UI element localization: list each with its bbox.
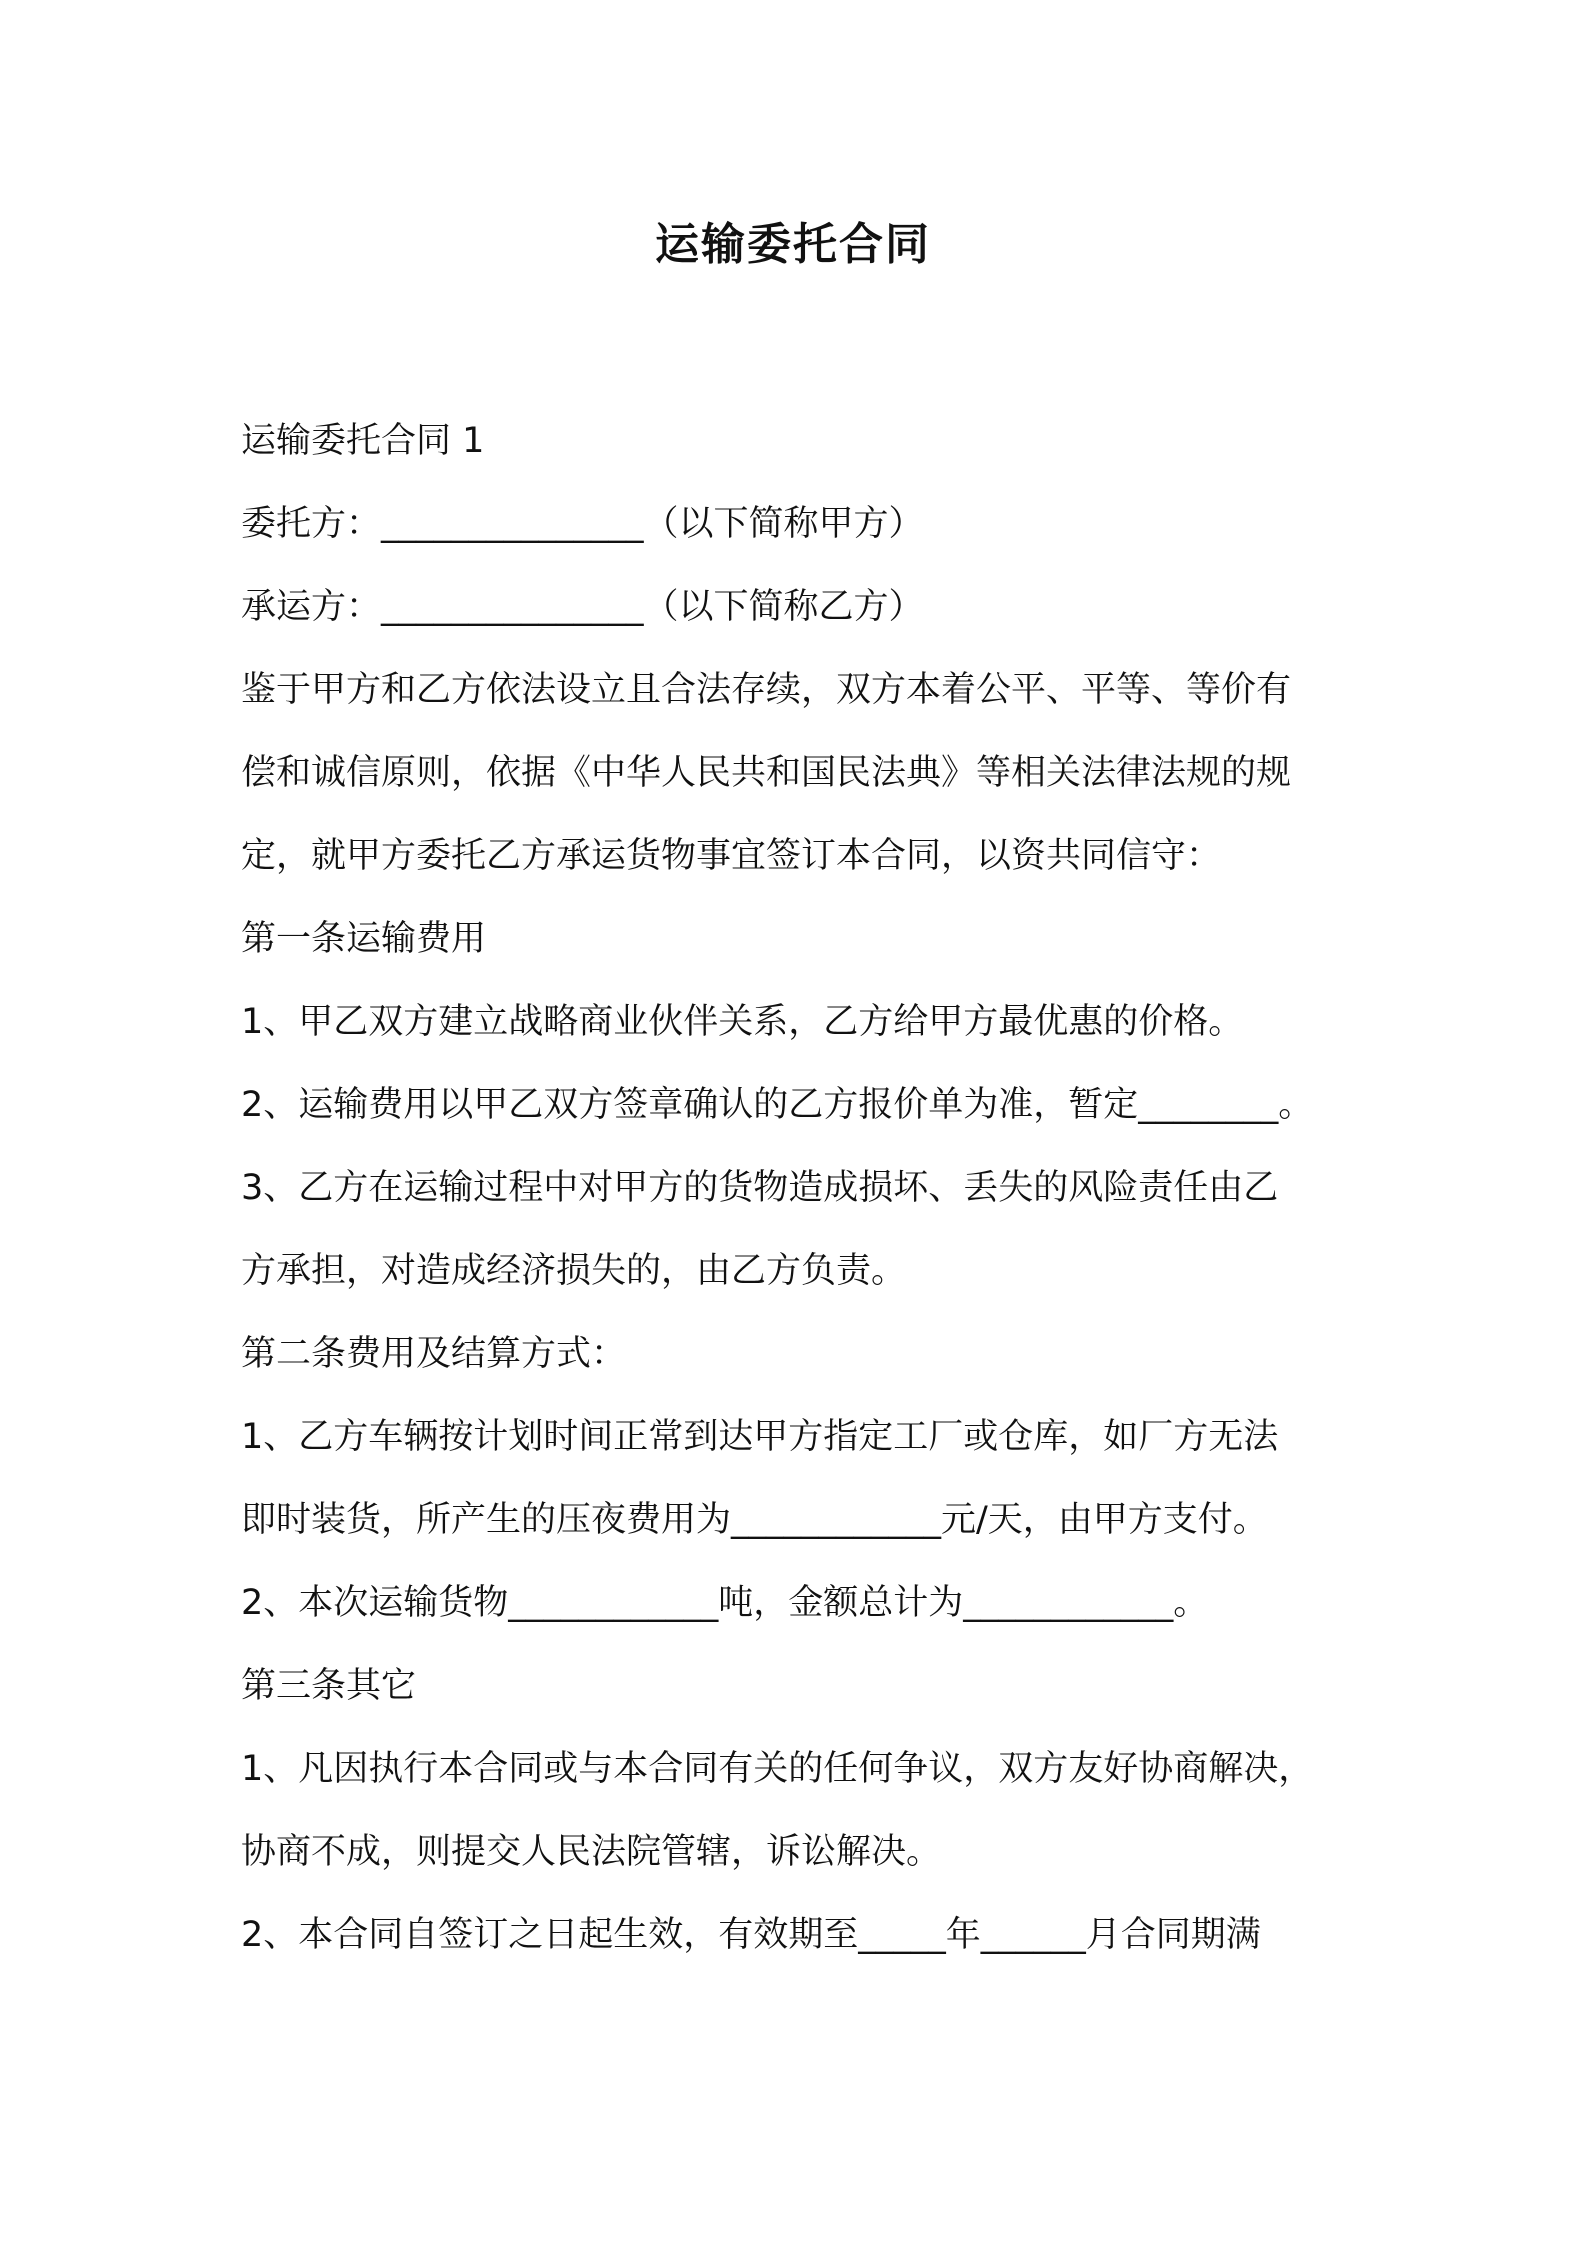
article-1-clause-2: 2、运输费用以甲乙双方签章确认的乙方报价单为准，暂定________。 xyxy=(241,1085,1314,1125)
article-2-clause-1-line-2: 即时装货，所产生的压夜费用为____________元/天，由甲方支付。 xyxy=(241,1500,1268,1540)
article-1-clause-1: 1、甲乙双方建立战略商业伙伴关系，乙方给甲方最优惠的价格。 xyxy=(241,1002,1244,1042)
preamble-line-1: 鉴于甲方和乙方依法设立且合法存续，双方本着公平、平等、等价有 xyxy=(241,670,1292,710)
article-3-clause-1-line-2: 协商不成，则提交人民法院管辖，诉讼解决。 xyxy=(241,1832,942,1872)
article-2-clause-1-line-1: 1、乙方车辆按计划时间正常到达甲方指定工厂或仓库，如厂方无法 xyxy=(241,1417,1279,1457)
article-1-clause-3-line-1: 3、乙方在运输过程中对甲方的货物造成损坏、丢失的风险责任由乙 xyxy=(241,1168,1279,1208)
document-title: 运输委托合同 xyxy=(655,219,931,270)
article-3-heading: 第三条其它 xyxy=(241,1666,417,1706)
article-2-clause-2: 2、本次运输货物____________吨，金额总计为____________。 xyxy=(241,1583,1209,1623)
preamble-line-3: 定，就甲方委托乙方承运货物事宜签订本合同，以资共同信守： xyxy=(241,836,1222,876)
contract-body xyxy=(241,400,1361,1977)
party-b-line: 承运方：_______________（以下简称乙方） xyxy=(241,587,924,627)
article-3-clause-2: 2、本合同自签订之日起生效，有效期至_____年______月合同期满 xyxy=(241,1915,1261,1955)
article-3-clause-1-line-1: 1、凡因执行本合同或与本合同有关的任何争议，双方友好协商解决， xyxy=(241,1749,1314,1789)
contract-subtitle: 运输委托合同 1 xyxy=(241,421,485,461)
article-1-clause-3-line-2: 方承担，对造成经济损失的，由乙方负责。 xyxy=(241,1251,907,1291)
article-1-heading: 第一条运输费用 xyxy=(241,919,487,959)
party-a-line: 委托方：_______________（以下简称甲方） xyxy=(241,504,924,544)
article-2-heading: 第二条费用及结算方式： xyxy=(241,1334,627,1374)
preamble-line-2: 偿和诚信原则，依据《中华人民共和国民法典》等相关法律法规的规 xyxy=(241,753,1292,793)
